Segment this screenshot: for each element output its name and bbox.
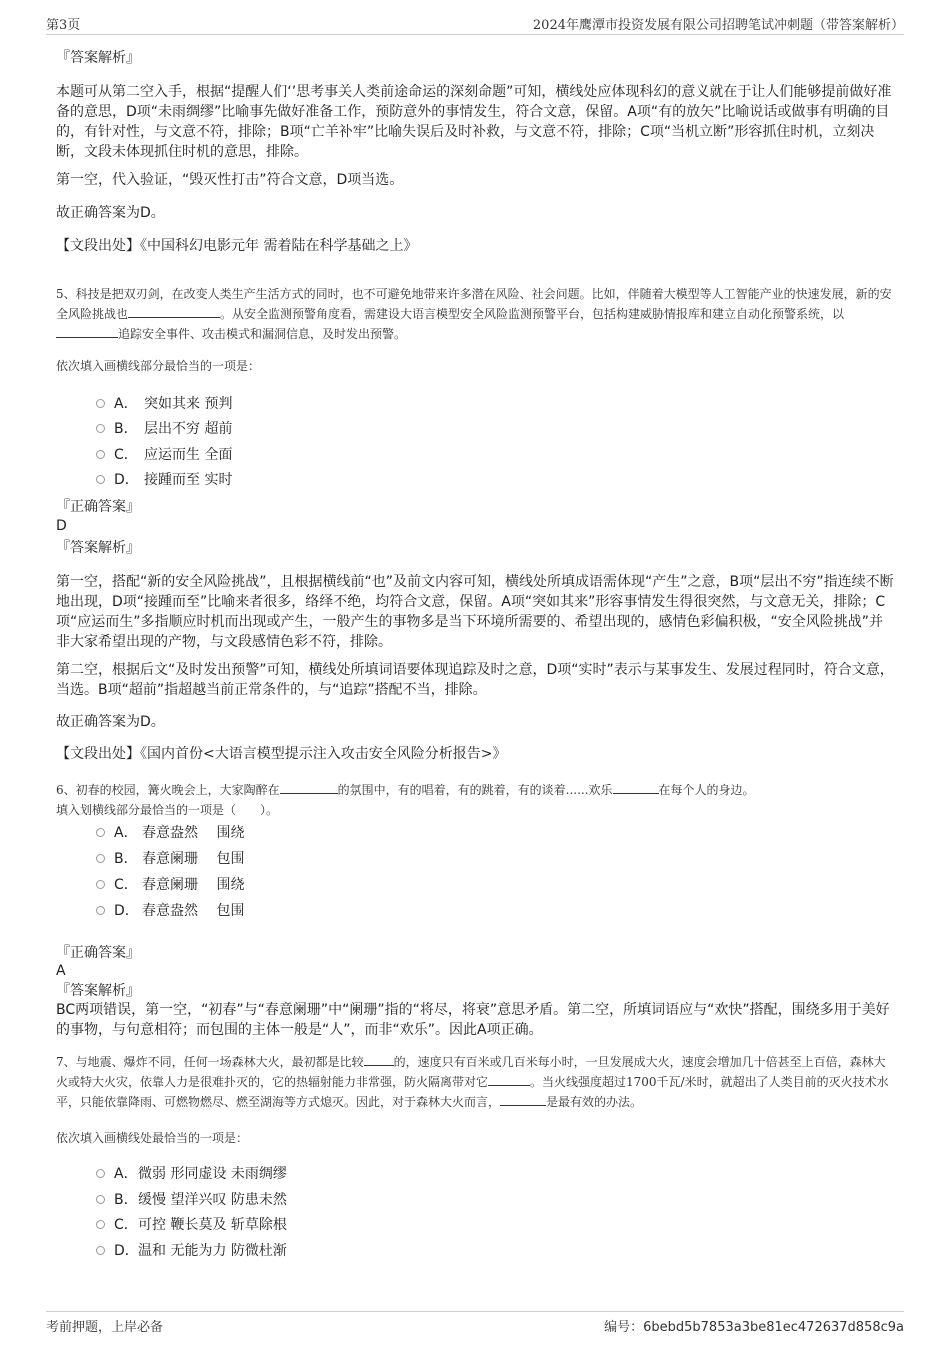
q5-analysis-heading: 『答案解析』 (56, 540, 140, 556)
q7-blank-2 (488, 1073, 530, 1086)
q4-analysis-heading: 『答案解析』 (56, 50, 140, 66)
q6-analysis-heading: 『答案解析』 (56, 983, 140, 999)
q6-blank-1 (280, 781, 338, 794)
q7-stem-part-3: 。当火线强度超过1700千瓦/米时，就超出了人类目前的灭火技术水平，只能依靠降雨、可燃物燃尽、燃至湖海等方式熄灭。因此，对于森林大火而言， (56, 1075, 889, 1109)
radio-icon[interactable] (96, 854, 105, 863)
q6-stem (56, 780, 894, 800)
q6-option-c[interactable] (96, 872, 244, 896)
q4-analysis-paragraph-1: 本题可从第二空入手，根据“提醒人们‘’思考事关人类前途命运的深刻命题”可知，横线处应体现科幻的意义就在于让人们能够提前做好准备的意思，D项“未雨绸缪”比喻事先做好准备工作，预防意外的事情发生，符合文意，保留。A项“有的放矢”比喻说话或做事有明确的目的，有针对性，与文意不符，排除；B项“亡羊补牢”比喻失误后及时补救，与文意不符，排除；C项“当机立断”形容抓住时机，立刻决断，文段未体现抓住时机的意思，排除。 (56, 84, 892, 160)
radio-icon[interactable] (96, 828, 105, 837)
q6-prompt: 填入划横线部分最恰当的一项是（ ）。 (56, 803, 279, 817)
option-text: 应运而生 全面 (144, 447, 233, 463)
q6-stem-part-1: 6、初春的校园，篝火晚会上，大家陶醉在 (56, 783, 280, 797)
option-text: 春意盎然 围绕 (142, 825, 245, 841)
q5-analysis-paragraph-3: 故正确答案为D。 (56, 714, 165, 730)
option-text: 缓慢 望洋兴叹 防患未然 (138, 1192, 287, 1208)
page-footer (46, 1311, 904, 1336)
document-id: 编号：6bebd5b7853a3be81ec472637d858c9a (604, 1320, 904, 1335)
option-letter: C． (114, 447, 138, 463)
q5-blank-1 (128, 305, 220, 318)
option-letter: D． (114, 903, 139, 919)
option-letter: C． (114, 877, 138, 893)
q5-analysis-paragraph-2: 第二空，根据后文“及时发出预警”可知，横线处所填词语要体现追踪及时之意，D项“实时”表示与某事发生、发展过程同时，符合文意，当选。B项“超前”指超越当前正常条件的，与“追踪”搭配不当，排除。 (56, 662, 894, 698)
q7-stem (56, 1052, 894, 1112)
option-letter: B． (114, 851, 138, 867)
q7-stem-part-1: 7、与地震、爆炸不同，任何一场森林大火，最初都是比较 (56, 1055, 364, 1069)
q4-analysis-paragraph-3: 故正确答案为D。 (56, 205, 165, 221)
option-letter: D． (114, 1243, 139, 1259)
option-letter: C． (114, 1217, 138, 1233)
option-text: 可控 鞭长莫及 斩草除根 (138, 1217, 287, 1233)
q6-option-d[interactable] (96, 898, 244, 922)
q7-option-d[interactable] (96, 1238, 287, 1262)
option-text: 微弱 形同虚设 未雨绸缪 (138, 1166, 287, 1182)
q5-option-b[interactable] (96, 416, 232, 440)
radio-icon[interactable] (96, 475, 105, 484)
q4-source: 【文段出处】《中国科幻电影元年 需着陆在科学基础之上》 (56, 238, 418, 254)
footer-slogan: 考前押题，上岸必备 (46, 1320, 164, 1335)
radio-icon[interactable] (96, 880, 105, 889)
q6-correct-answer: A (56, 963, 66, 979)
option-text: 层出不穷 超前 (144, 421, 233, 437)
q7-option-a[interactable] (96, 1161, 287, 1185)
radio-icon[interactable] (96, 399, 105, 408)
option-letter: A． (114, 825, 138, 841)
radio-icon[interactable] (96, 906, 105, 915)
q5-stem (56, 284, 894, 344)
option-text: 春意盎然 包围 (142, 903, 245, 919)
option-text: 春意阑珊 围绕 (142, 877, 245, 893)
q5-source: 【文段出处】《国内首份<大语言模型提示注入攻击安全风险分析报告>》 (56, 746, 507, 762)
option-text: 突如其来 预判 (144, 396, 233, 412)
option-text: 温和 无能为力 防微杜渐 (138, 1243, 287, 1259)
q7-stem-part-2: 的，速度只有百米或几百米每小时，一旦发展成大火，速度会增加几十倍甚至上百倍，森林大火或特大火灾，依靠人力是很难扑灭的，它的热辐射能力非常强，防火隔离带对它 (56, 1055, 886, 1089)
q5-option-d[interactable] (96, 467, 232, 491)
document-title: 2024年鹰潭市投资发展有限公司招聘笔试冲刺题（带答案解析） (532, 18, 904, 33)
q6-correct-heading: 『正确答案』 (56, 945, 140, 961)
q5-blank-2 (56, 325, 118, 338)
q5-stem-part-1: 5、科技是把双刃剑，在改变人类生产生活方式的同时，也不可避免地带来许多潜在风险、社会问题。比如，伴随着大模型等人工智能产业的快速发展，新的安全风险挑战也 (56, 287, 892, 321)
q5-option-a[interactable] (96, 391, 232, 415)
q5-stem-part-2: 。从安全监测预警角度看，需建设大语言模型安全风险监测预警平台，包括构建威胁情报库和建立自动化预警系统，以 (220, 307, 845, 321)
q7-blank-1 (364, 1053, 394, 1066)
q6-stem-part-3: 在每个人的身边。 (658, 783, 755, 797)
page-number: 第3页 (46, 18, 81, 33)
q7-option-b[interactable] (96, 1187, 287, 1211)
q7-prompt: 依次填入画横线处最恰当的一项是： (56, 1131, 249, 1145)
radio-icon[interactable] (96, 450, 105, 459)
option-letter: B． (114, 1192, 138, 1208)
radio-icon[interactable] (96, 1220, 105, 1229)
q7-option-c[interactable] (96, 1212, 287, 1236)
q5-correct-answer: D (56, 518, 67, 534)
page-header (46, 12, 904, 35)
q7-stem-part-4: 是最有效的办法。 (546, 1095, 643, 1109)
q6-option-b[interactable] (96, 846, 244, 870)
radio-icon[interactable] (96, 1246, 105, 1255)
q4-analysis-paragraph-2: 第一空，代入验证，“毁灭性打击”符合文意，D项当选。 (56, 172, 404, 188)
option-letter: B． (114, 421, 138, 437)
radio-icon[interactable] (96, 1169, 105, 1178)
q5-option-c[interactable] (96, 442, 232, 466)
q6-option-a[interactable] (96, 820, 244, 844)
option-letter: D． (114, 472, 139, 488)
q5-stem-part-3: 追踪安全事件、攻击模式和漏洞信息，及时发出预警。 (118, 327, 407, 341)
q5-analysis-paragraph-1: 第一空，搭配“新的安全风险挑战”，且根据横线前“也”及前文内容可知，横线处所填成语需体现“产生”之意，B项“层出不穷”指连续不断地出现，D项“接踵而至”比喻来者很多，络绎不绝，均符合文意，保留。A项“突如其来”形容事情发生得很突然，与文意无关，排除；C项“应运而生”多指顺应时机而出现或产生，一般产生的事物多是当下环境所需要的、希望出现的，感情色彩偏积极，“安全风险挑战”并非大家希望出现的产物，与文段感情色彩不符，排除。 (56, 574, 894, 650)
q5-prompt: 依次填入画横线部分最恰当的一项是： (56, 359, 261, 373)
q6-analysis-paragraph-1: BC两项错误，第一空，“初春”与“春意阑珊”中“阑珊”指的“将尽，将衰”意思矛盾。第二空，所填词语应与“欢快”搭配，围绕多用于美好的事物，与句意相符；而包围的主体一般是“人”，而非“欢乐”。因此A项正确。 (56, 1002, 890, 1038)
option-text: 接踵而至 实时 (144, 472, 233, 488)
radio-icon[interactable] (96, 1195, 105, 1204)
q7-blank-3 (500, 1093, 546, 1106)
q6-blank-2 (613, 781, 659, 794)
option-letter: A． (114, 396, 138, 412)
q5-correct-heading: 『正确答案』 (56, 499, 140, 515)
option-text: 春意阑珊 包围 (142, 851, 245, 867)
q6-stem-part-2: 的氛围中，有的唱着，有的跳着，有的谈着......欢乐 (337, 783, 613, 797)
radio-icon[interactable] (96, 424, 105, 433)
option-letter: A． (114, 1166, 138, 1182)
